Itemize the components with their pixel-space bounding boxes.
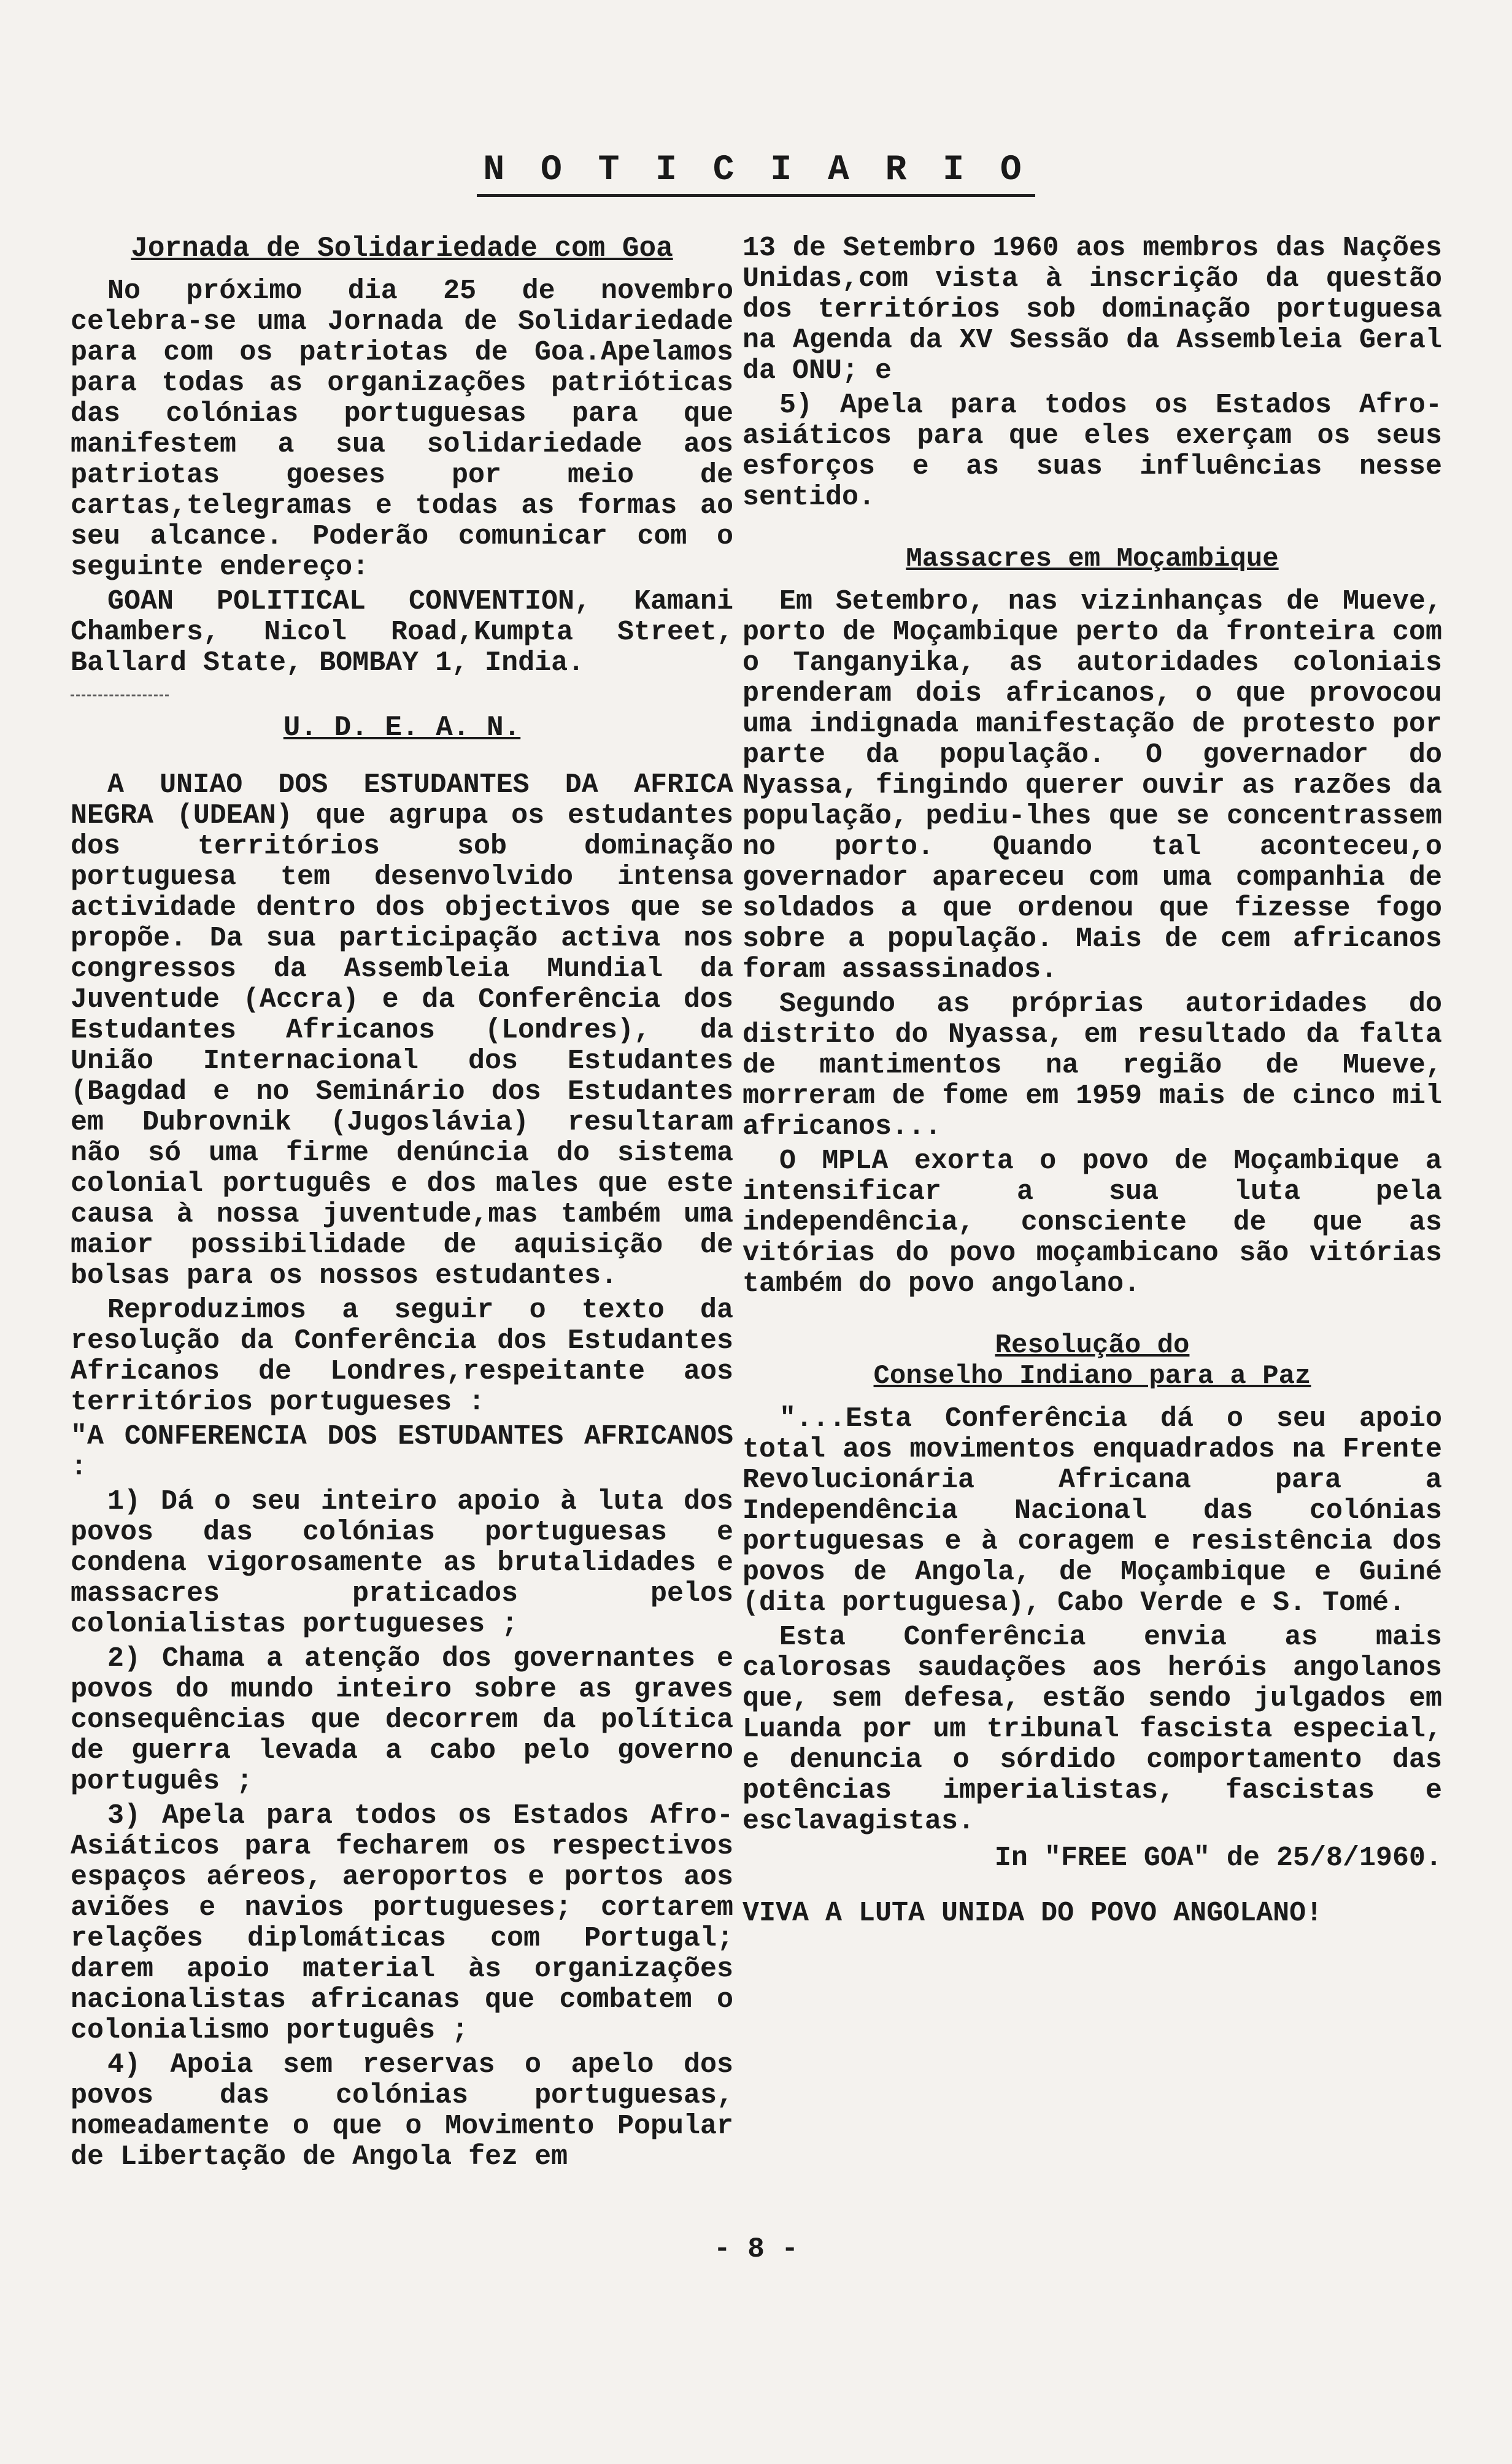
source-reference: In "FREE GOA" de 25/8/1960. <box>994 1842 1442 1874</box>
heading-massacres: Massacres em Moçambique <box>906 544 1279 574</box>
right-column <box>742 233 1442 1933</box>
massacres-paragraph-3: O MPLA exorta o povo de Moçambique a intensificar a sua luta pela independência, consciente de que as vitórias do povo moçambicano são vitórias também do povo angolano. <box>742 1145 1442 1299</box>
heading-jornada: Jornada de Solidariedade com Goa <box>131 233 673 264</box>
resolution-item-4: 4) Apoia sem reservas o apelo dos povos das colónias portuguesas, nomeadamente o que o Movimento Popular de Libertação de Angola fez em <box>71 2049 733 2173</box>
resolution-item-3: 3) Apela para todos os Estados Afro-Asiáticos para fecharem os respectivos espaços aéreos, aeroportos e portos aos aviões e navios portugueses; cortarem relações diplomáticas com Portugal; darem apoio material às organizações nacionalistas africanas que combatem o colonialismo português ; <box>71 1800 733 2046</box>
resolution-item-2: 2) Chama a atenção dos governantes e povos do mundo inteiro sobre as graves consequências que decorrem da política de guerra levada a cabo pelo governo português ; <box>71 1643 733 1797</box>
heading-udean: U. D. E. A. N. <box>283 712 521 744</box>
conference-heading: "A CONFERENCIA DOS ESTUDANTES AFRICANOS : <box>71 1421 733 1483</box>
resolucao-paragraph-1: "...Esta Conferência dá o seu apoio total aos movimentos enquadrados na Frente Revolucionária Africana para a Independência Nacional das colónias portuguesas e à coragem e resistência dos povos de Angola, de Moçambique e Guiné (dita portuguesa), Cabo Verde e S. Tomé. <box>742 1403 1442 1619</box>
section-divider <box>71 695 169 696</box>
left-column <box>71 233 733 2176</box>
resolution-continuation: 13 de Setembro 1960 aos membros das Nações Unidas,com vista à inscrição da questão dos territórios sob dominação portuguesa na Agenda da XV Sessão da Assembleia Geral da ONU; e <box>742 233 1442 387</box>
page-title-text: N O T I C I A R I O <box>477 150 1035 197</box>
closing-slogan: VIVA A LUTA UNIDA DO POVO ANGOLANO! <box>742 1898 1323 1929</box>
jornada-address: GOAN POLITICAL CONVENTION, Kamani Chambers, Nicol Road,Kumpta Street, Ballard State, BOMBAY 1, India. <box>71 586 733 679</box>
massacres-paragraph-2: Segundo as próprias autoridades do distrito do Nyassa, em resultado da falta de mantimentos na região de Mueve, morreram de fome em 1959 mais de cinco mil africanos... <box>742 988 1442 1142</box>
udean-reproduction-intro: Reproduzimos a seguir o texto da resolução da Conferência dos Estudantes Africanos de Londres,respeitante aos territórios portugueses : <box>71 1295 733 1418</box>
resolution-item-1: 1) Dá o seu inteiro apoio à luta dos povos das colónias portuguesas e condena vigorosamente as brutalidades e massacres praticados pelos colonialistas portugueses ; <box>71 1486 733 1640</box>
jornada-text: No próximo dia 25 de novembro celebra-se uma Jornada de Solidariedade para com os patriotas de Goa.Apelamos para todas as organizações patrióticas das colónias portuguesas para que manifestem a sua solidariedade aos patriotas goeses por meio de cartas,telegramas e todas as formas ao seu alcance. Poderão comunicar com o seguinte endereço: <box>71 275 733 583</box>
resolucao-paragraph-2: Esta Conferência envia as mais calorosas saudações aos heróis angolanos que, sem defesa, estão sendo julgados em Luanda por um tribunal fascista especial, e denuncia o sórdido comportamento das potências imperialistas, fascistas e esclavagistas. <box>742 1622 1442 1837</box>
heading-resolucao-line2: Conselho Indiano para a Paz <box>873 1361 1311 1392</box>
udean-paragraph: A UNIAO DOS ESTUDANTES DA AFRICA NEGRA (UDEAN) que agrupa os estudantes dos territórios sob dominação portuguesa tem desenvolvido intensa actividade dentro dos objectivos que se propõe. Da sua participação activa nos congressos da Assembleia Mundial da Juventude (Accra) e da Conferência dos Estudantes Africanos (Londres), da União Internacional dos Estudantes (Bagdad e no Seminário dos Estudantes em Dubrovnik (Jugoslávia) resultaram não só uma firme denúncia do sistema colonial português e dos males que este causa à nossa juventude,mas também uma maior possibilidade de aquisição de bolsas para os nossos estudantes. <box>71 769 733 1292</box>
resolution-item-5: 5) Apela para todos os Estados Afro-asiáticos para que eles exerçam os seus esforços e as suas influências nesse sentido. <box>742 390 1442 513</box>
page-number: - 8 - <box>713 2233 799 2265</box>
page-title <box>0 150 1512 190</box>
massacres-paragraph-1: Em Setembro, nas vizinhanças de Mueve, porto de Moçambique perto da fronteira com o Tanganyika, as autoridades coloniais prenderam dois africanos, o que provocou uma indignada manifestação de protesto por parte da população. O governador do Nyassa, fingindo querer ouvir as razões da população, pediu-lhes que se concentrassem no porto. Quando tal aconteceu,o governador apareceu com uma companhia de soldados a que ordenou que fizesse fogo sobre a população. Mais de cem africanos foram assassinados. <box>742 586 1442 985</box>
heading-resolucao-line1: Resolução do <box>995 1330 1190 1361</box>
